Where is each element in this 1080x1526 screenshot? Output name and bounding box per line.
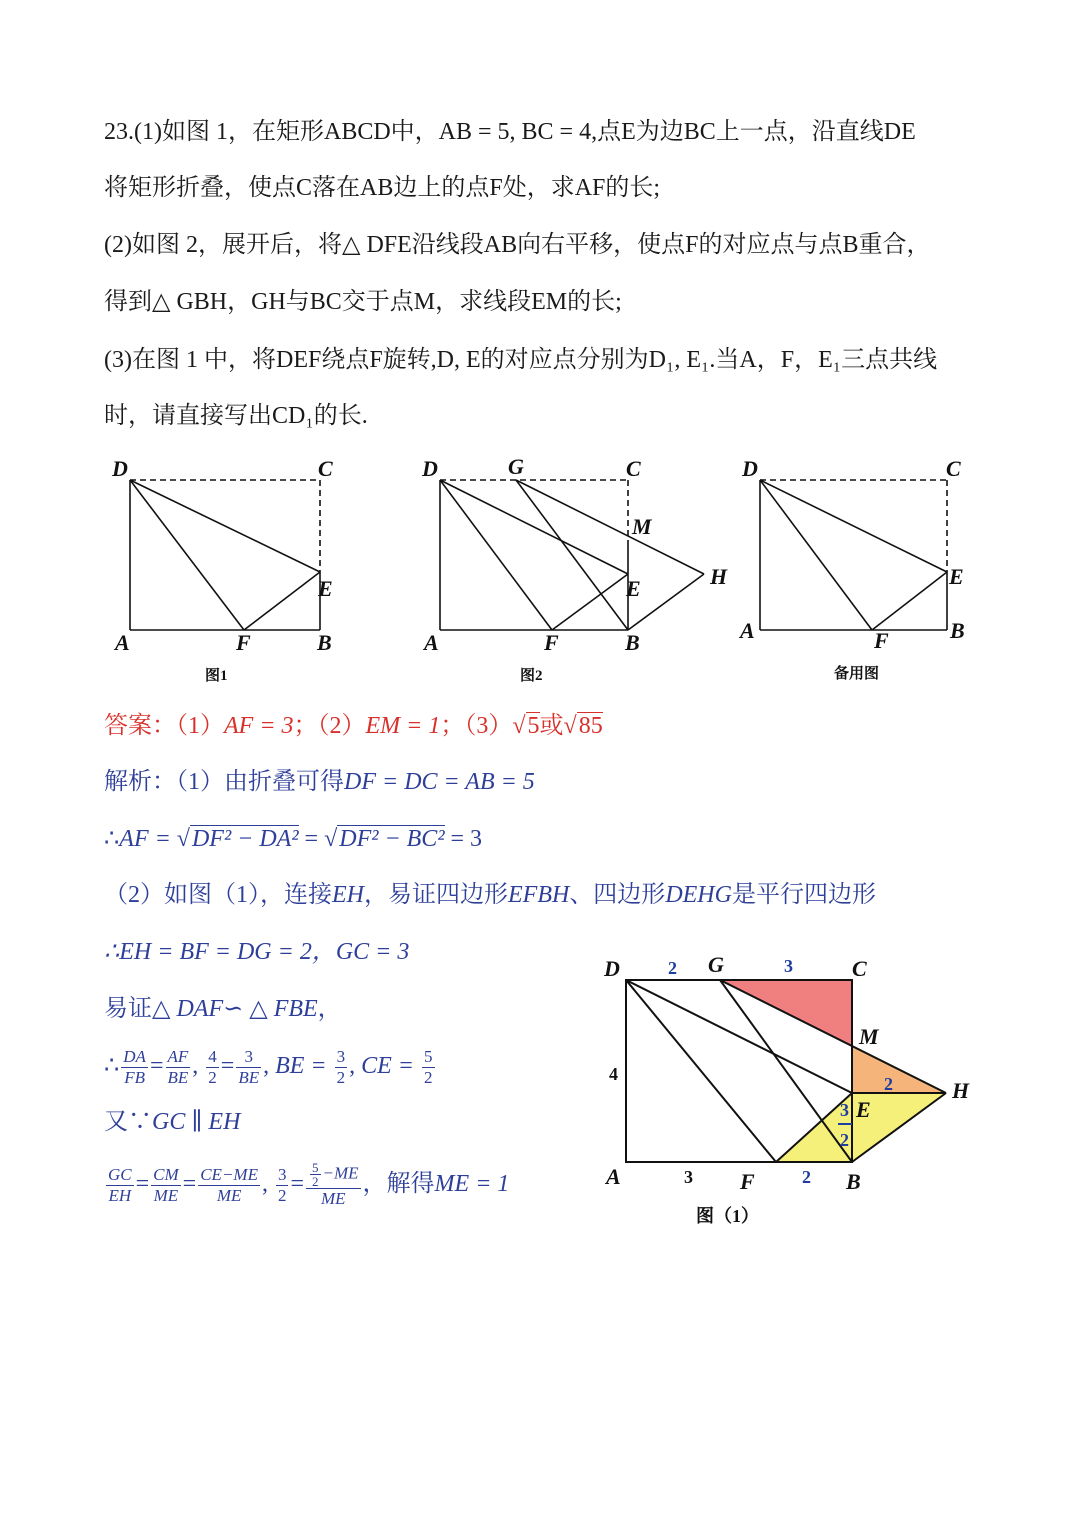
sol-label-c: C [852,956,867,981]
fig2-label-a: A [424,630,439,655]
sol-label-d: D [604,956,620,981]
len-gc: 3 [784,956,793,976]
fig2-line-df [440,480,552,630]
solution-s2-root2: √DF² − BC² [324,826,445,852]
fig2-label-f: F [544,630,559,655]
fig1-label-f: F [236,630,251,655]
sol-label-h: H [952,1078,970,1103]
solution-s3-efbh: EFBH [508,882,570,908]
line-df [626,980,776,1162]
frac-be-value: $\frac{3}{2}$ [336,1046,346,1087]
solution-s2-end: = 3 [444,826,483,852]
fig3-caption: 备用图 [834,666,880,682]
fig1-label-d: D [112,456,128,481]
problem-part3-line1: (3)在图 1 中，将DEF绕点F旋转,D, E的对应点分别为D₁, E₁.当A，F，E₁三点共线 [104,347,938,373]
fig3-line-fe [872,572,947,630]
fig1-caption: 图1 [205,668,228,684]
fig2-caption: 图2 [520,668,543,684]
len-ad: 4 [609,1064,618,1084]
solution-line4: ∴EH = BF = DG = 2，GC = 3 [104,939,410,965]
frac-4-2: $\frac{4}{2}$ [208,1046,217,1087]
frac-da-fb: $\frac{DA}{FB}$ [123,1046,146,1087]
solution-s3-b: ，易证四边形 [364,882,508,908]
len-dg: 2 [668,958,677,978]
fig1-label-a: A [115,630,130,655]
solution-s1-eq: DF = DC = AB = 5 [344,769,535,795]
fig2-label-m: M [632,514,652,539]
fig2-label-g: G [508,454,524,479]
solution-s3-c: 、四边形 [569,882,666,908]
fig2-label-b: B [625,630,640,655]
len-af: 3 [684,1167,693,1187]
len-be-num: 3 [840,1100,849,1120]
solution-s3-a: （2）如图（1），连接 [104,882,332,908]
answer-part2: EM = 1 [365,713,441,739]
answer-sep2: ；（3） [440,713,513,739]
figure-1 [130,480,320,630]
solution-s3-d: 是平行四边形 [731,882,876,908]
solution-s2-af: AF = [119,826,177,852]
frac-gc-eh: $\frac{GC}{EH}$ [108,1164,132,1205]
solution-figure [590,940,990,1240]
problem-part2-line2: 得到△ GBH，GH与BC交于点M，求线段EM的长; [104,289,622,315]
fig1-label-e: E [318,576,333,601]
fig1-label-c: C [318,456,333,481]
frac-cm-me: $\frac{CM}{ME}$ [153,1164,179,1205]
solution-line3 [104,879,876,911]
problem-part1-line1: 23.(1)如图 1，在矩形ABCD中，AB = 5, BC = 4,点E为边BC上一点，沿直线DE [104,119,916,145]
fig3-label-b: B [950,618,965,643]
answer-root85: √85 [563,713,603,739]
fig2-line-gb [516,480,628,630]
fig2-label-c: C [626,456,641,481]
frac-ce-value: $\frac{5}{2}$ [424,1046,433,1087]
solution-line7: 又∵GC ∥ EH [104,1109,241,1135]
fig2-label-e: E [626,576,641,601]
problem-part2-line1: (2)如图 2，展开后，将△ DFE沿线段AB向右平移，使点F的对应点与点B重合， [104,232,931,258]
sol-label-b: B [846,1169,861,1194]
solution-s3-dehg: DEHG [665,882,732,908]
sol-label-m: M [859,1024,879,1049]
solution-s5-b: DAF∽ △ FBE [176,996,318,1022]
fig3-label-f: F [874,628,889,653]
fig3-label-c: C [946,456,961,481]
sol-label-e: E [856,1097,871,1122]
frac-af-be: $\frac{AF}{BE}$ [167,1046,189,1087]
fig3-line-df [760,480,872,630]
len-mh: 2 [884,1074,893,1094]
figure-2 [440,480,704,630]
fig2-line-fe [552,574,628,630]
len-be-den: 2 [840,1130,849,1150]
fig2-label-h: H [710,564,728,589]
figure-3 [760,480,947,630]
sol-label-f: F [740,1169,755,1194]
answer-sep1: ；（2） [293,713,366,739]
len-fb: 2 [802,1167,811,1187]
fig3-line-de [760,480,947,572]
problem-part1-line2: 将矩形折叠，使点C落在AB边上的点F处，求AF的长; [104,175,661,201]
solution-line2 [104,823,482,855]
answer-line [104,710,603,742]
sol-figure-caption: 图（1） [696,1206,759,1226]
frac-3-2: $\frac{3}{2}$ [277,1164,287,1205]
fig1-line-fe [244,572,320,630]
solution-therefore: ∴ [104,826,120,852]
sol-label-a: A [606,1164,621,1189]
solution-s1-prefix: 解析：（1）由折叠可得 [104,769,344,795]
solution-s2-root1: √DF² − DA² [176,826,299,852]
frac-3-be: $\frac{3}{BE}$ [238,1046,260,1087]
frac-nested: $\frac{5}{2}$ −ME ME [306,1161,361,1209]
figures-row [0,440,1080,700]
fig1-line-df [130,480,244,630]
solution-s5-a: 易证△ [104,996,177,1022]
solution-s2-eq: = [298,826,325,852]
fig3-label-a: A [740,618,755,643]
answer-part1: AF = 3 [224,713,294,739]
solution-line8: $\frac{GC}{EH}$ = $\frac{CM}{ME}$ = $\frac{CE-ME}{ME}$ , $\frac{3}{2}$ = $\frac{5}{2}$ −ME ME ，解得ME = 1 [108,1160,510,1209]
answer-root5: √5 [512,713,540,739]
fig1-label-b: B [317,630,332,655]
fig2-label-d: D [422,456,438,481]
solution-s3-eh: EH [332,882,364,908]
fig1-line-de [130,480,320,572]
fig2-line-de [440,480,628,574]
frac-ceme-me: $\frac{CE-ME}{ME}$ [200,1164,258,1205]
solution-s5-c: ， [317,996,342,1022]
fig3-label-d: D [742,456,758,481]
solution-line5 [104,993,342,1025]
answer-or: 或 [539,713,564,739]
sol-label-g: G [708,952,724,977]
fig3-label-e: E [949,564,964,589]
problem-part3-line2: 时，请直接写出CD₁的长. [104,403,368,429]
answer-prefix: 答案：（1） [104,713,224,739]
solution-line6: ∴ $\frac{DA}{FB}$ = $\frac{AF}{BE}$ , $\frac{4}{2}$ = $\frac{3}{BE}$ , BE = $\frac{3}{2}$ , CE = $\frac{5}{2}$ [104,1046,433,1087]
fig2-line-gh [516,480,704,574]
solution-line1 [104,766,535,798]
